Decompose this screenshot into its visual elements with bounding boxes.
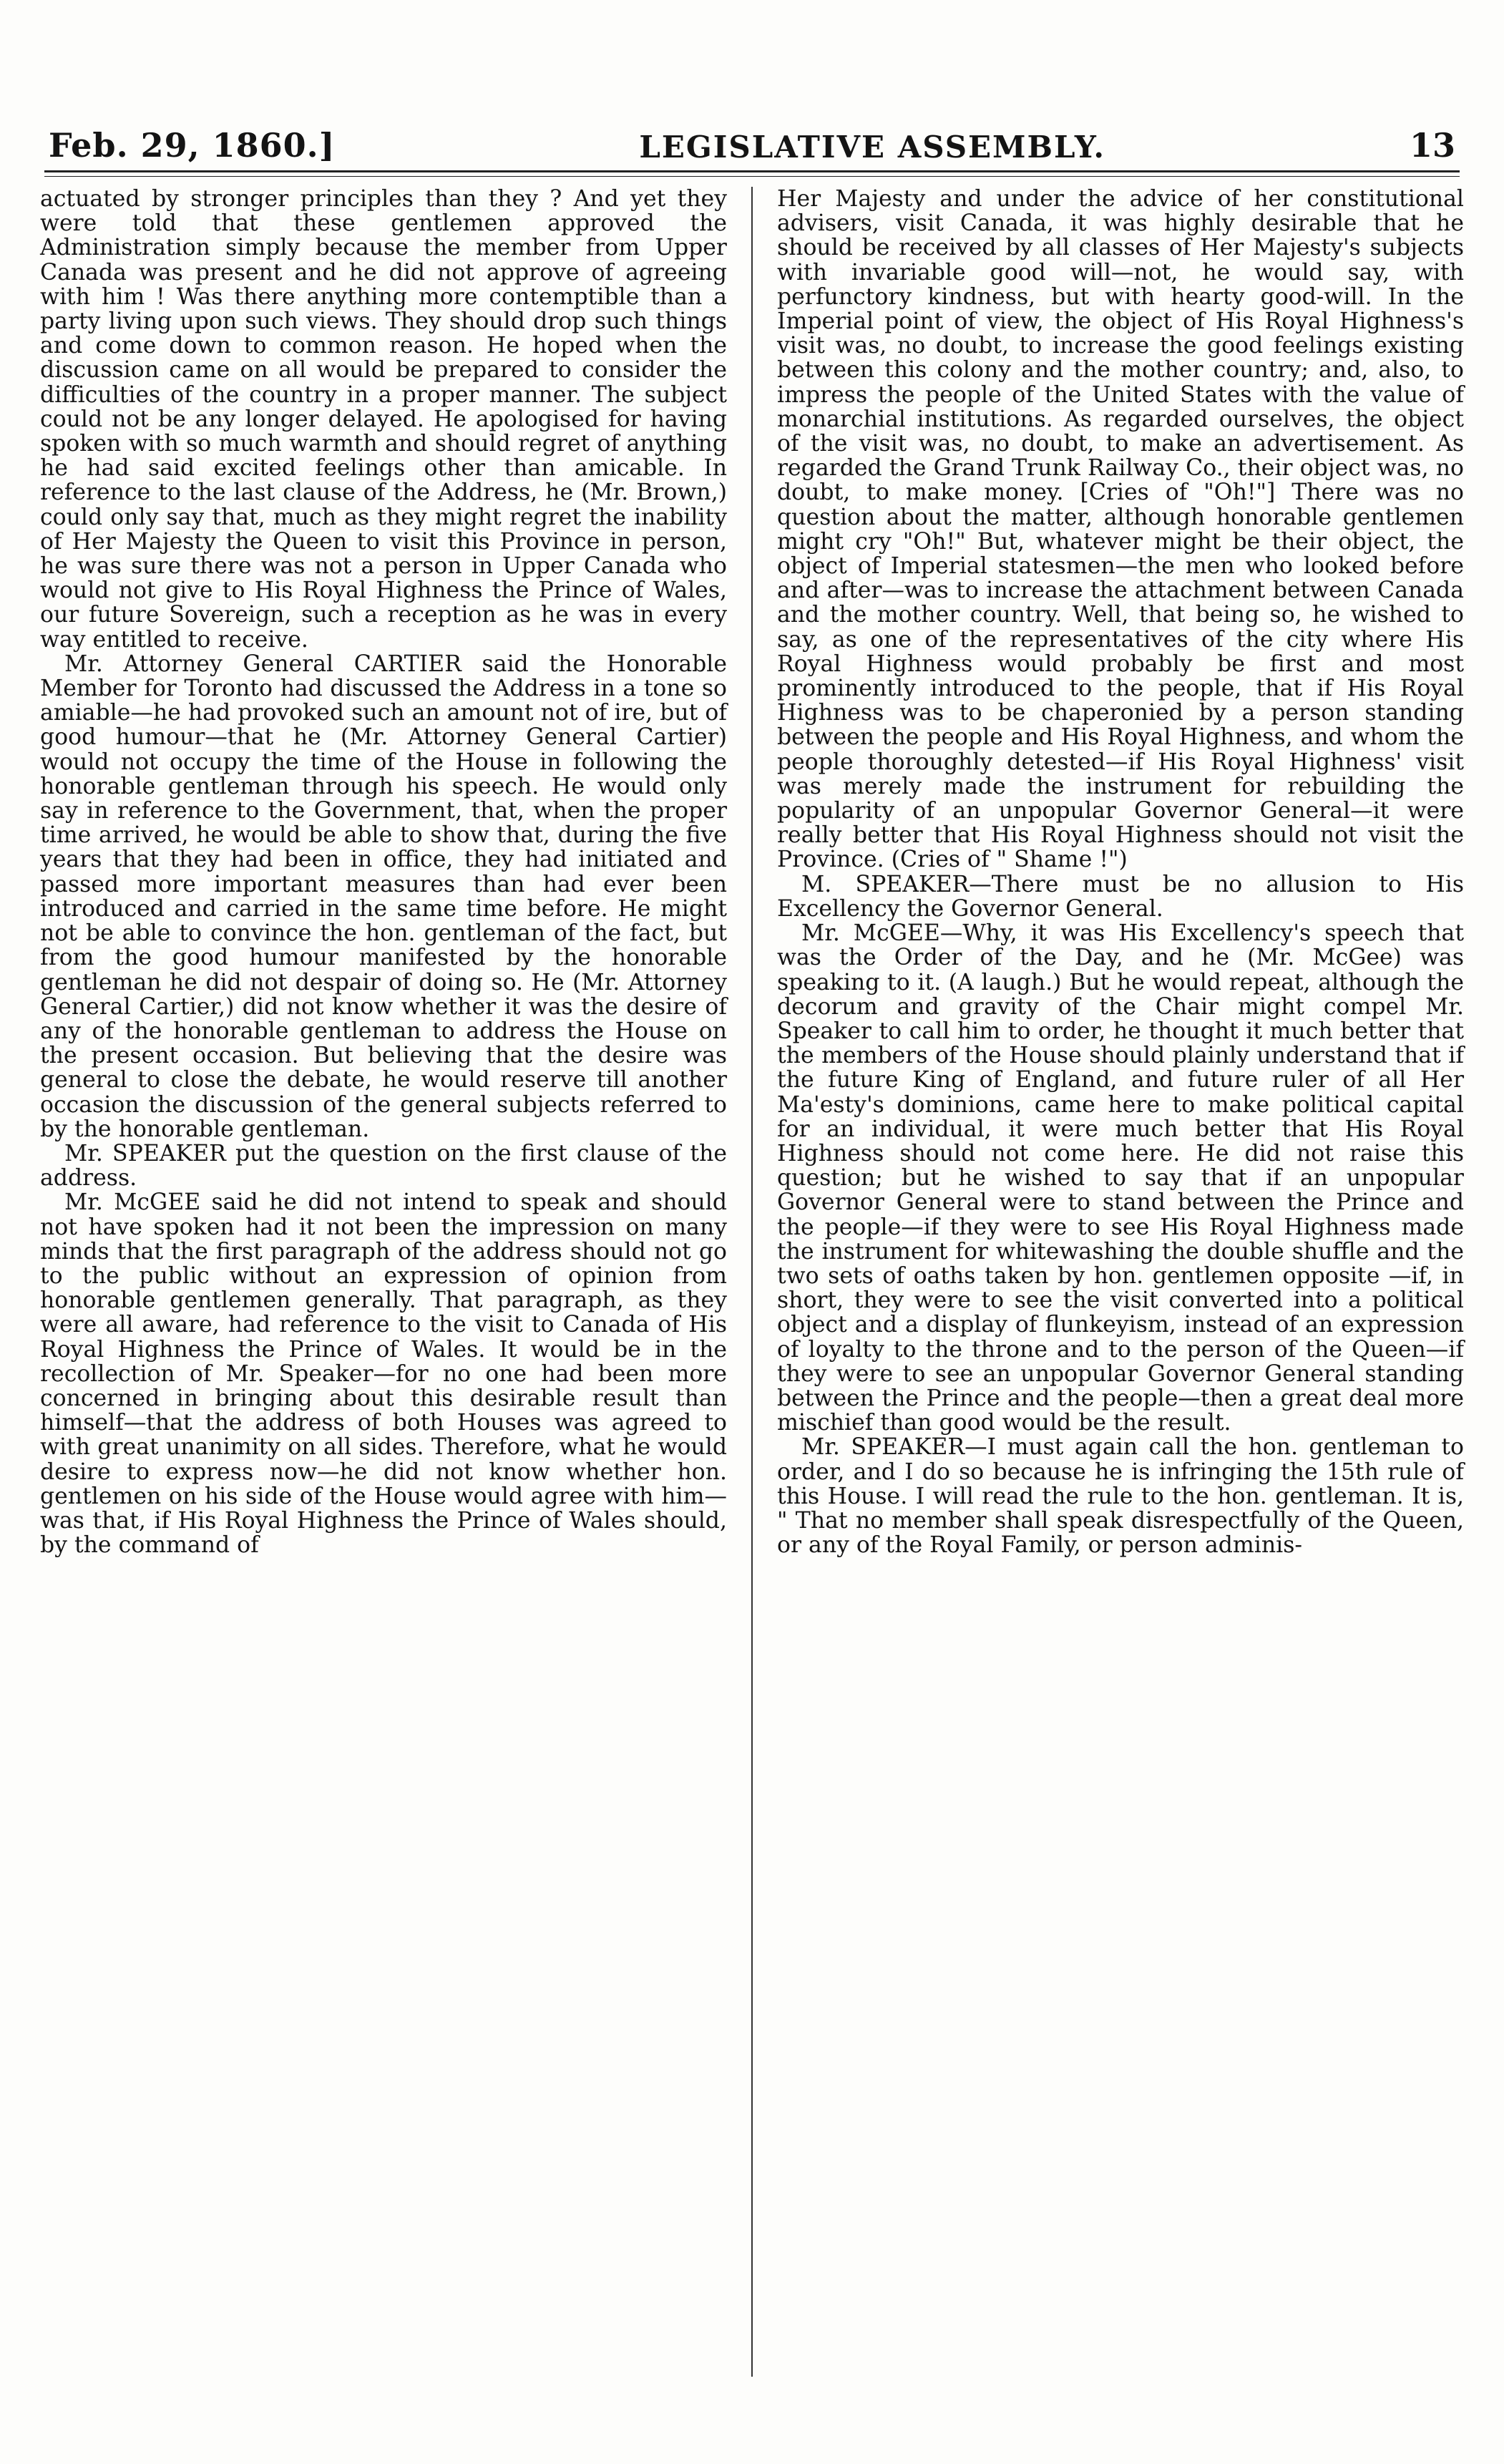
paragraph: Mr. SPEAKER put the question on the first clause of the address. bbox=[40, 1140, 727, 1192]
paragraph: Mr. McGEE said he did not intend to speak and should not have spoken had it not been the impression on many minds that the first paragraph of the address should not go to the public without an expression of opinion from honorable gentlemen generally. That paragraph, as they were all aware, had reference to the visit to Canada of His Royal Highness the Prince of Wales. It would be in the recollection of Mr. Speaker—for no one had been more concerned in bringing about this desirable result than himself—that the address of both Houses was agreed to with great unanimity on all sides. Therefore, what he would desire to express now—he did not know whether hon. gentlemen on his side of the House would agree with him—was that, if His Royal Highness the Prince of Wales should, by the command of bbox=[40, 1189, 727, 1559]
paragraph: Mr. McGEE—Why, it was His Excellency's speech that was the Order of the Day, and he (Mr. McGee) was speaking to it. (A laugh.) But he would repeat, although the decorum and gravity of the Chair might compel Mr. Speaker to call him to order, he thought it much better that the members of the House should plainly understand that if the future King of England, and future ruler of all Her Ma'esty's dominions, came here to make political capital for an individual, it were much better that His Royal Highness should not come here. He did not raise this question; but he wished to say that if an unpopular Governor General were to stand between the Prince and the people—if they were to see His Royal Highness made the instrument for whitewashing the double shuffle and the two sets of oaths taken by hon. gentlemen opposite —if, in short, they were to see the visit converted into a political object and a display of flunkeyism, instead of an expression of loyalty to the throne and to the person of the Queen—if they were to see an unpopular Governor General standing between the Prince and the people—then a great deal more mischief than good would be the result. bbox=[777, 920, 1464, 1436]
page-number: 13 bbox=[1409, 126, 1455, 165]
paragraph: M. SPEAKER—There must be no allusion to His Excellency the Governor General. bbox=[777, 871, 1464, 922]
page bbox=[40, 93, 1464, 2405]
right-column bbox=[777, 187, 1464, 2377]
paragraph: Mr. Attorney General CARTIER said the Honorable Member for Toronto had discussed the Address in a tone so amiable—he had provoked such an amount not of ire, but of good humour—that he (Mr. Attorney General Cartier) would not occupy the time of the House in following the honorable gentleman through his speech. He would only say in reference to the Government, that, when the proper time arrived, he would be able to show that, during the five years that they had been in office, they had initiated and passed more important measures than had ever been introduced and carried in the same time before. He might not be able to convince the hon. gentleman of the fact, but from the good humour manifested by the honorable gentleman he did not despair of doing so. He (Mr. Attorney General Cartier,) did not know whether it was the desire of any of the honorable gentleman to address the House on the present occasion. But believing that the desire was general to close the debate, he would reserve till another occasion the discussion of the general subjects referred to by the honorable gentleman. bbox=[40, 651, 727, 1142]
header-title: LEGISLATIVE ASSEMBLY. bbox=[639, 130, 1106, 165]
columns bbox=[40, 187, 1464, 2377]
header-date: Feb. 29, 1860.] bbox=[49, 126, 336, 165]
paragraph: Her Majesty and under the advice of her constitutional advisers, visit Canada, it was highly desirable that he should be received by all classes of Her Majesty's subjects with invariable good will—not, he would say, with perfunctory kindness, but with hearty good-will. In the Imperial point of view, the object of His Royal Highness's visit was, no doubt, to increase the good feelings existing between this colony and the mother country; and, also, to impress the people of the United States with the value of monarchial institutions. As regarded ourselves, the object of the visit was, no doubt, to make an advertisement. As regarded the Grand Trunk Railway Co., their object was, no doubt, to make money. [Cries of "Oh!"] There was no question about the matter, although honorable gentlemen might cry "Oh!" But, whatever might be their object, the object of Imperial statesmen—the men who looked before and after—was to increase the attachment between Canada and the mother country. Well, that being so, he wished to say, as one of the representatives of the city where His Royal Highness would probably be first and most prominently introduced to the people, that if His Royal Highness was to be chaperonied by a person standing between the people and His Royal Highness, and whom the people thoroughly detested—if His Royal Highness' visit was merely made the instrument for rebuilding the popularity of an unpopular Governor General—it were really better that His Royal Highness should not visit the Province. (Cries of " Shame !") bbox=[777, 186, 1464, 873]
left-column bbox=[40, 187, 727, 2377]
running-header bbox=[40, 93, 1464, 170]
header-rule-thin bbox=[44, 176, 1460, 177]
paragraph: Mr. SPEAKER—I must again call the hon. gentleman to order, and I do so because he is infringing the 15th rule of this House. I will read the rule to the hon. gentleman. It is, " That no member shall speak disrespectfully of the Queen, or any of the Royal Family, or person adminis- bbox=[777, 1434, 1464, 1559]
column-divider bbox=[751, 187, 753, 2377]
header-rule bbox=[44, 170, 1460, 172]
paragraph: actuated by stronger principles than they ? And yet they were told that these gentlemen approved the Administration simply because the member from Upper Canada was present and he did not approve of agreeing with him ! Was there anything more contemptible than a party living upon such views. They should drop such things and come down to common reason. He hoped when the discussion came on all would be prepared to consider the difficulties of the country in a proper manner. The subject could not be any longer delayed. He apologised for having spoken with so much warmth and should regret of anything he had said excited feelings other than amicable. In reference to the last clause of the Address, he (Mr. Brown,) could only say that, much as they might regret the inability of Her Majesty the Queen to visit this Province in person, he was sure there was not a person in Upper Canada who would not give to His Royal Highness the Prince of Wales, our future Sovereign, such a reception as he was in every way entitled to receive. bbox=[40, 186, 727, 653]
